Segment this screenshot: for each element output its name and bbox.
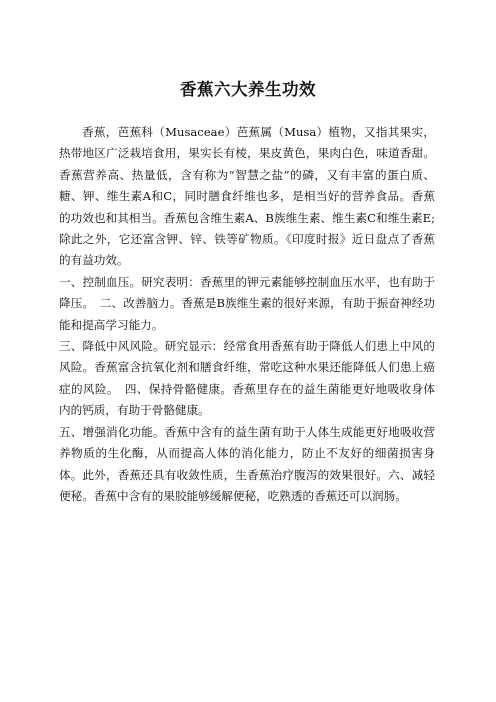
benefit-paragraph-2: 三、降低中风风险。研究显示：经常食用香蕉有助于降低人们患上中风的风险。香蕉富含抗氧化剂和膳食纤维，常吃这种水果还能降低人们患上癌症的风险。 四、保持骨骼健康。香蕉里存在的益生菌能更好地吸收身体内的钙质，有助于骨骼健康。: [59, 339, 435, 418]
benefit-paragraph-3: 五、增强消化功能。香蕉中含有的益生菌有助于人体生成能更好地吸收营养物质的生化酶，从而提高人体的消化能力，防止不友好的细菌损害身体。此外，香蕉还具有收敛性质，生香蕉治疗腹泻的效果很好。六、减轻便秘。香蕉中含有的果胶能够缓解便秘，吃熟透的香蕉还可以润肠。: [59, 424, 435, 503]
intro-paragraph: 香蕉，芭蕉科（Musaceae）芭蕉属（Musa）植物，又指其果实，热带地区广泛栽培食用，果实长有棱，果皮黄色，果肉白色，味道香甜。香蕉营养高、热量低，含有称为“智慧之盐”的磷，又有丰富的蛋白质、糖、钾、维生素A和C，同时膳食纤维也多，是相当好的营养食品。香蕉的功效也和其相当。香蕉包含维生素A、B族维生素、维生素C和维生素E;除此之外，它还富含钾、锌、铁等矿物质。《印度时报》近日盘点了香蕉的有益功效。: [59, 125, 435, 268]
benefit-paragraph-1: 一、控制血压。研究表明：香蕉里的钾元素能够控制血压水平，也有助于降压。 二、改善脑力。香蕉是B族维生素的很好来源，有助于振奋神经功能和提高学习能力。: [59, 274, 435, 332]
document-body: [59, 122, 435, 507]
document-title: 香蕉六大养生功效: [180, 80, 316, 99]
